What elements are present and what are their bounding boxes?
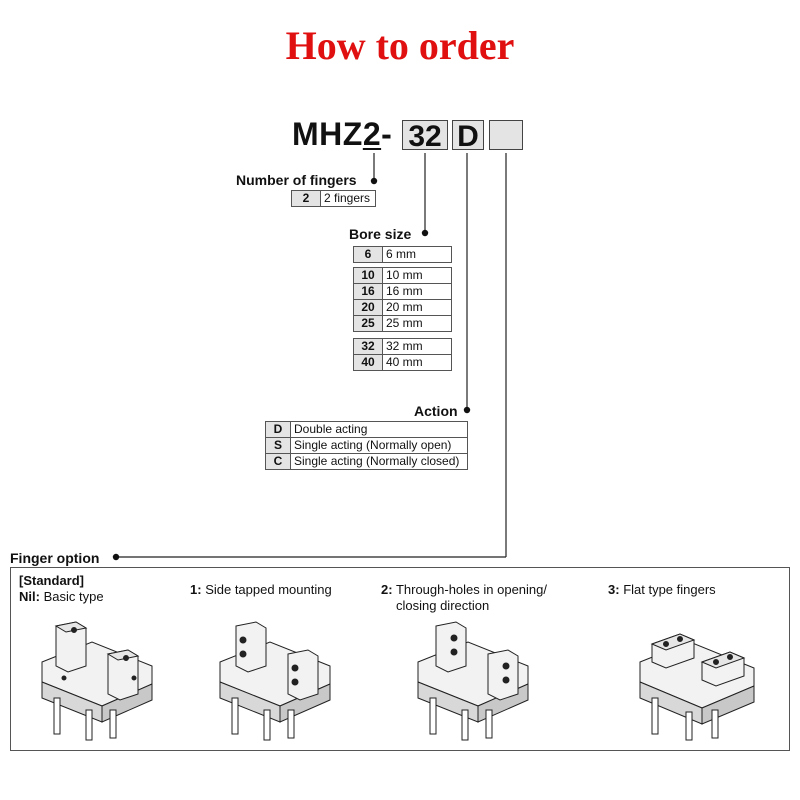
action-desc: Single acting (Normally closed)	[291, 454, 468, 470]
option-code: 3:	[608, 582, 620, 597]
bore-code: 16	[354, 284, 383, 300]
fingers-code: 2	[292, 191, 321, 207]
action-code: C	[266, 454, 291, 470]
bore-desc: 25 mm	[383, 316, 452, 332]
action-bullet	[464, 407, 470, 413]
option-desc-line-2: closing direction	[396, 598, 490, 613]
option-desc: Side tapped mounting	[205, 582, 332, 597]
option-desc: Through-holes in opening/	[395, 582, 548, 597]
finger-option-1	[190, 582, 332, 598]
table-row	[292, 191, 376, 207]
model-dash: -	[381, 116, 393, 152]
gripper-through-holes-illustration	[410, 618, 540, 743]
table-row	[266, 454, 468, 470]
option-code: 2:	[381, 582, 393, 597]
bore-table-group-2	[353, 267, 452, 332]
bore-bullet	[422, 230, 428, 236]
action-code: D	[266, 422, 291, 438]
table-row	[354, 355, 452, 371]
table-row	[354, 339, 452, 355]
page-title: How to order	[285, 23, 515, 68]
bore-code: 10	[354, 268, 383, 284]
standard-header: [Standard]	[19, 573, 84, 588]
bore-desc: 40 mm	[383, 355, 452, 371]
gripper-basic-illustration	[34, 618, 164, 743]
finger-option-3	[608, 582, 716, 598]
fingers-table	[291, 190, 376, 207]
gripper-side-tapped-illustration	[212, 618, 342, 743]
option-code: Nil:	[19, 589, 40, 604]
option-desc: Basic type	[43, 589, 104, 604]
action-label: Action	[414, 403, 458, 419]
action-code: S	[266, 438, 291, 454]
action-table	[265, 421, 468, 470]
gripper-flat-fingers-illustration	[632, 618, 767, 743]
model-prefix: MHZ	[292, 116, 363, 152]
bore-table-group-3	[353, 338, 452, 371]
table-row	[354, 300, 452, 316]
bore-table-group-1	[353, 246, 452, 263]
bore-code: 20	[354, 300, 383, 316]
bore-code: 40	[354, 355, 383, 371]
bore-code: 32	[354, 339, 383, 355]
bore-size-label: Bore size	[349, 226, 412, 242]
bore-desc: 16 mm	[383, 284, 452, 300]
finger-option-2	[381, 582, 547, 614]
number-of-fingers-label: Number of fingers	[236, 172, 357, 188]
bore-desc: 32 mm	[383, 339, 452, 355]
bore-desc: 6 mm	[383, 247, 452, 263]
action-desc: Double acting	[291, 422, 468, 438]
model-fingers-code: 2	[362, 116, 382, 152]
bore-desc: 20 mm	[383, 300, 452, 316]
fingers-desc: 2 fingers	[321, 191, 376, 207]
action-desc: Single acting (Normally open)	[291, 438, 468, 454]
option-bullet	[113, 554, 119, 560]
table-row	[354, 316, 452, 332]
fingers-bullet	[371, 178, 377, 184]
bore-desc: 10 mm	[383, 268, 452, 284]
option-desc: Flat type fingers	[623, 582, 716, 597]
table-row	[354, 284, 452, 300]
option-code: 1:	[190, 582, 202, 597]
bore-code: 6	[354, 247, 383, 263]
finger-option-label: Finger option	[10, 550, 100, 566]
action-code-box: D	[452, 120, 484, 150]
table-row	[266, 422, 468, 438]
bore-code: 25	[354, 316, 383, 332]
finger-option-nil	[19, 573, 104, 605]
table-row	[354, 247, 452, 263]
bore-code-box: 32	[402, 120, 448, 150]
table-row	[266, 438, 468, 454]
table-row	[354, 268, 452, 284]
